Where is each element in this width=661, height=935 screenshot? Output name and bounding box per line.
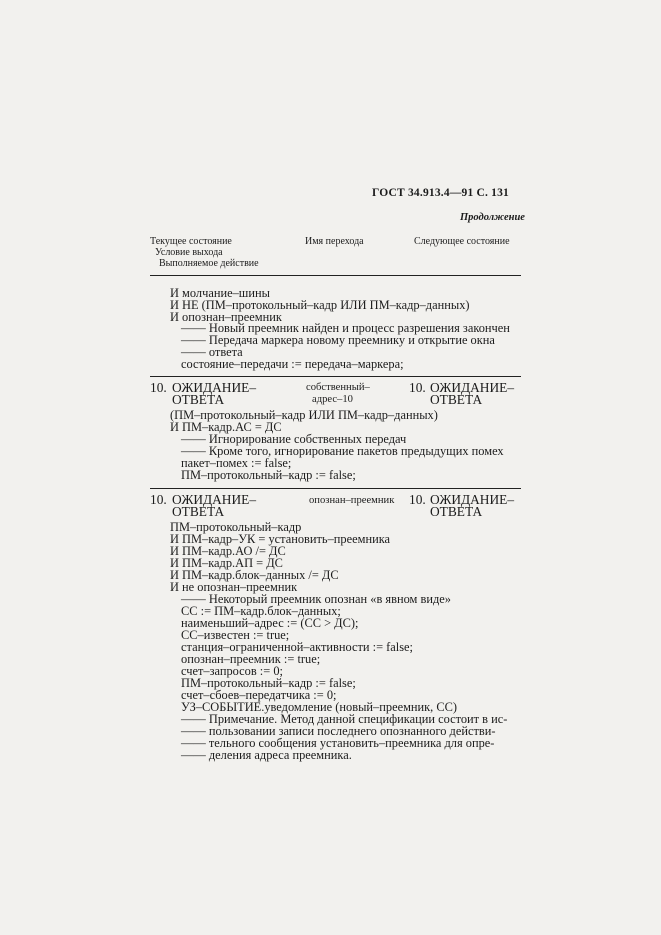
block3-next-state-cont: ОТВЕТА <box>430 504 483 519</box>
block2-line: —— Кроме того, игнорирование пакетов предыдущих помех <box>181 444 504 458</box>
block2-line: И ПМ–кадр.АС = ДС <box>170 420 282 434</box>
block2-next-state: ОЖИДАНИЕ– <box>430 380 515 395</box>
divider-rule <box>150 488 521 489</box>
block3-next-state: ОЖИДАНИЕ– <box>430 492 515 507</box>
block3-line: —— тельного сообщения установить–преемника для опре- <box>181 736 495 750</box>
block1-line: —— ответа <box>181 345 243 359</box>
block1-line: И НЕ (ПМ–протокольный–кадр ИЛИ ПМ–кадр–данных) <box>170 298 470 312</box>
block3-line: УЗ–СОБЫТИЕ.уведомление (новый–преемник, СС) <box>181 700 458 714</box>
block3-line: опознан–преемник := true; <box>181 652 321 666</box>
block3-line: счет–запросов := 0; <box>181 664 283 678</box>
standard-number: ГОСТ 34.913.4—91 С. 131 <box>372 187 509 199</box>
column-transition-name: Имя перехода <box>305 236 364 247</box>
block3-line: И ПМ–кадр.блок–данных /= ДС <box>170 568 339 582</box>
block2-current-state-cont: ОТВЕТА <box>172 392 225 407</box>
block3-line: —— деления адреса преемника. <box>181 748 352 762</box>
block3-line: —— Некоторый преемник опознан «в явном виде» <box>181 592 451 606</box>
block3-line: И ПМ–кадр–УК = установить–преемника <box>170 532 391 546</box>
block2-line: —— Игнорирование собственных передач <box>181 432 407 446</box>
block3-line: ПМ–протокольный–кадр := false; <box>181 676 356 690</box>
block1-line: —— Передача маркера новому преемнику и открытие окна <box>181 333 495 347</box>
block2-line: (ПМ–протокольный–кадр ИЛИ ПМ–кадр–данных) <box>170 408 438 422</box>
header-rule <box>150 275 521 276</box>
block1-line: состояние–передачи := передача–маркера; <box>181 357 404 371</box>
block3-current-state: ОЖИДАНИЕ– <box>172 492 257 507</box>
block3-line: И ПМ–кадр.АО /= ДС <box>170 544 286 558</box>
block2-next-number: 10. <box>409 380 426 395</box>
column-action: Выполняемое действие <box>159 258 259 269</box>
block2-transition: собственный– <box>306 382 370 393</box>
block2-line: пакет–помех := false; <box>181 456 292 470</box>
block3-transition: опознан–преемник <box>309 495 395 506</box>
block3-line: —— пользовании записи последнего опознанного действи- <box>181 724 496 738</box>
block2-state-number: 10. <box>150 380 167 395</box>
block3-state-number: 10. <box>150 492 167 507</box>
block3-line: наименьший–адрес := (СС > ДС); <box>181 616 359 630</box>
block2-next-state-cont: ОТВЕТА <box>430 392 483 407</box>
column-exit-condition: Условие выхода <box>155 247 223 258</box>
block1-line: И молчание–шины <box>170 286 270 300</box>
block3-line: счет–сбоев–передатчика := 0; <box>181 688 337 702</box>
block3-current-state-cont: ОТВЕТА <box>172 504 225 519</box>
block3-line: СС := ПМ–кадр.блок–данных; <box>181 604 341 618</box>
column-next-state: Следующее состояние <box>414 236 510 247</box>
block2-transition-cont: адрес–10 <box>312 394 353 405</box>
block3-line: И не опознан–преемник <box>170 580 298 594</box>
block1-line: —— Новый преемник найден и процесс разрешения закончен <box>181 321 510 335</box>
block3-line: И ПМ–кадр.АП = ДС <box>170 556 283 570</box>
block2-line: ПМ–протокольный–кадр := false; <box>181 468 356 482</box>
column-current-state: Текущее состояние <box>150 236 232 247</box>
continuation-label: Продолжение <box>460 212 525 223</box>
block3-line: станция–ограниченной–активности := false; <box>181 640 413 654</box>
block3-line: —— Примечание. Метод данной спецификации состоит в ис- <box>181 712 508 726</box>
block3-next-number: 10. <box>409 492 426 507</box>
block3-line: СС–известен := true; <box>181 628 290 642</box>
block3-line: ПМ–протокольный–кадр <box>170 520 302 534</box>
block2-current-state: ОЖИДАНИЕ– <box>172 380 257 395</box>
block1-line: И опознан–преемник <box>170 310 282 324</box>
divider-rule <box>150 376 521 377</box>
